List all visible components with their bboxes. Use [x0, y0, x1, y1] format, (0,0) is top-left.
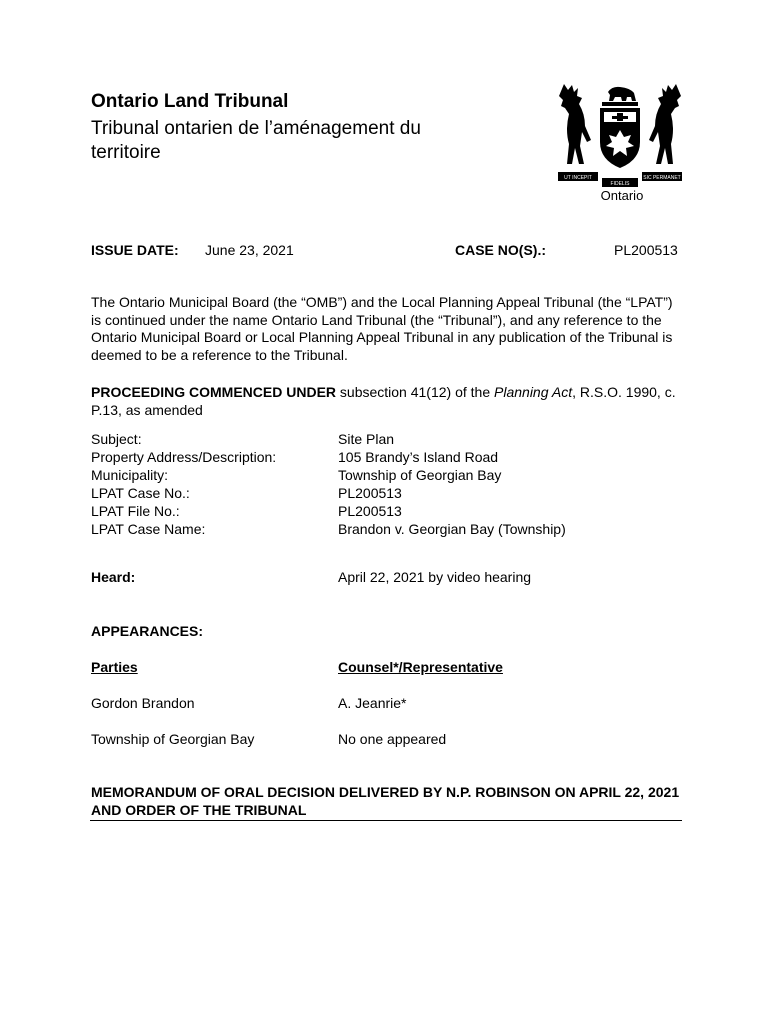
heard-label: Heard: — [91, 569, 136, 585]
detail-row — [91, 449, 566, 467]
motto-left: UT INCEPIT — [564, 175, 592, 181]
detail-label: Subject: — [91, 431, 142, 447]
counsel-name: No one appeared — [338, 731, 447, 747]
parties-column-heading: Parties — [91, 659, 138, 675]
intro-paragraph: The Ontario Municipal Board (the “OMB”) and the Local Planning Appeal Tribunal (the “LPAT”) is continued under the name Ontario Land Tribunal (the “Tribunal”), and any reference to the Ontario Municipal Board or Local Planning Appeal Tribunal in any publication of the Tribunal is deemed to be a reference to the Tribunal. — [91, 294, 673, 363]
ontario-coat-of-arms-logo — [556, 78, 684, 206]
case-details — [91, 431, 566, 538]
detail-label: Property Address/Description: — [91, 448, 277, 465]
motto-center: FIDELIS — [610, 181, 630, 187]
party-name: Township of Georgian Bay — [91, 731, 255, 747]
detail-value: PL200513 — [338, 484, 402, 501]
detail-row — [91, 521, 566, 539]
tribunal-name-fr: Tribunal ontarien de l’aménagement du territoire — [91, 118, 421, 163]
counsel-column-heading: Counsel*/Representative — [338, 659, 503, 675]
proceeding-statement — [91, 384, 681, 419]
ontario-wordmark: Ontario — [600, 188, 644, 203]
detail-label: LPAT Case Name: — [91, 520, 206, 537]
case-number-value: PL200513 — [614, 242, 678, 258]
detail-row — [91, 485, 566, 503]
detail-value: Brandon v. Georgian Bay (Township) — [338, 520, 566, 537]
detail-label: Municipality: — [91, 466, 169, 483]
detail-value: Site Plan — [338, 431, 395, 447]
proceeding-heading: PROCEEDING COMMENCED UNDER — [91, 384, 337, 400]
motto-right: SIC PERMANET — [643, 175, 681, 181]
divider — [90, 820, 682, 821]
tribunal-name-en: Ontario Land Tribunal — [91, 91, 289, 112]
detail-label: LPAT Case No.: — [91, 484, 190, 501]
appearances-heading: APPEARANCES: — [91, 623, 204, 639]
detail-row — [91, 503, 566, 521]
detail-value: Township of Georgian Bay — [338, 466, 502, 483]
detail-label: LPAT File No.: — [91, 502, 180, 519]
counsel-name: A. Jeanrie* — [338, 695, 407, 711]
proceeding-text-2: , R.S.O. 1990, c. P.13, as amended — [91, 384, 676, 418]
detail-row — [91, 467, 566, 485]
memorandum-heading: MEMORANDUM OF ORAL DECISION DELIVERED BY N.P. ROBINSON ON APRIL 22, 2021 AND ORDER OF THE TRIBUNAL — [91, 784, 680, 818]
detail-row — [91, 431, 566, 449]
issue-date-label: ISSUE DATE: — [91, 242, 179, 258]
proceeding-text-1: subsection 41(12) of the — [336, 384, 495, 400]
detail-value: PL200513 — [338, 502, 402, 519]
case-number-label: CASE NO(S).: — [455, 242, 546, 258]
party-name: Gordon Brandon — [91, 695, 195, 711]
heard-value: April 22, 2021 by video hearing — [338, 569, 532, 585]
act-name: Planning Act — [494, 384, 573, 400]
issue-date-value: June 23, 2021 — [205, 242, 294, 258]
detail-value: 105 Brandy’s Island Road — [338, 448, 499, 465]
